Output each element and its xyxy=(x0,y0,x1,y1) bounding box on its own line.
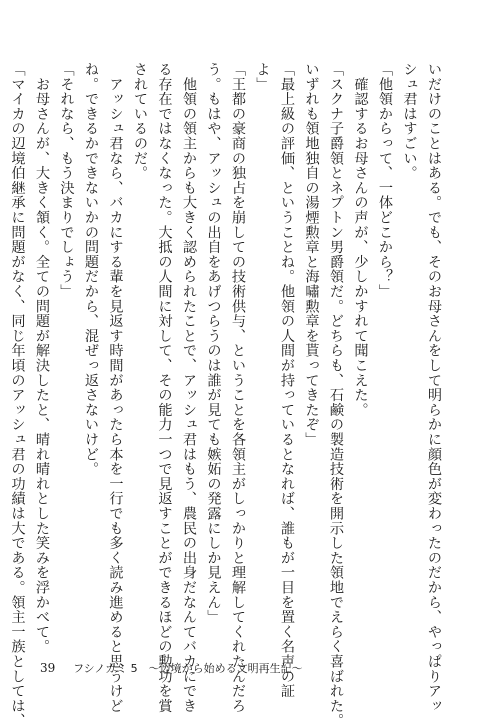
page-number: 39 xyxy=(40,661,56,675)
text-line: 他領の領主からも大きく認められたことで、アッシュ君はもう、農民の出身だなんてバカにでき xyxy=(181,62,197,714)
text-line: う。もはや、アッシュの出自をあげつらうのは誰が見ても嫉妬の発露にしか見えん」 xyxy=(205,62,222,625)
text-line: 「他領からって、一体どこから？」 xyxy=(377,62,393,299)
text-line: ね。できるかできないかの問題だから、混ぜっ返さないけど。 xyxy=(83,62,99,477)
text-line: る存在ではなくなった。大抵の人間に対して、その能力一つで見返すことができるほどの勲功を賞 xyxy=(156,62,173,714)
text-line: 「王都の豪商の独占を崩しての技術供与、ということを各領主がしっかりと理解してくれたんだろ xyxy=(230,62,246,714)
text-line: 「それなら、もう決まりでしょう」 xyxy=(58,62,75,299)
text-line: アッシュ君なら、バカにする輩を見返す時間があったら本を一行でも多く読み進めると思うけど xyxy=(107,62,124,714)
text-line: 確認するお母さんの声が、少しかすれて聞こえた。 xyxy=(352,62,369,418)
text-line: いずれも領地独自の湯煙勲章と海嘯勲章を貰ってきたぞ」 xyxy=(303,62,320,447)
text-line: シュ君はすごい。 xyxy=(401,62,418,181)
text-line: お母さんが、大きく頷く。全ての問題が解決したと、晴れ晴れとした笑みを浮かべて。 xyxy=(34,62,50,654)
text-line: 「最上級の評価、ということね。他領の人間が持っているとなれば、誰もが一目を置く名声の証 xyxy=(279,62,295,699)
text-line: 「マイカの辺境伯継承に問題がなく、同じ年頃のアッシュ君の功績は大である。領主一族としては、 xyxy=(9,62,26,728)
text-line: よ」 xyxy=(254,62,271,92)
running-title: フシノカミ 5 ～辺境から始める文明再生記～ xyxy=(73,662,303,675)
page-footer xyxy=(40,660,303,676)
text-line: 「スクナ子爵領とネプトン男爵領だ。どちらも、石鹸の製造技術を開示した領地でえらく喜ばれた。 xyxy=(328,62,344,728)
text-line: いだけのことはある。でも、そのお母さんをして明らかに顔色が変わったのだから、やっぱりアッ xyxy=(426,62,442,714)
text-line: されているのだ。 xyxy=(132,62,148,181)
